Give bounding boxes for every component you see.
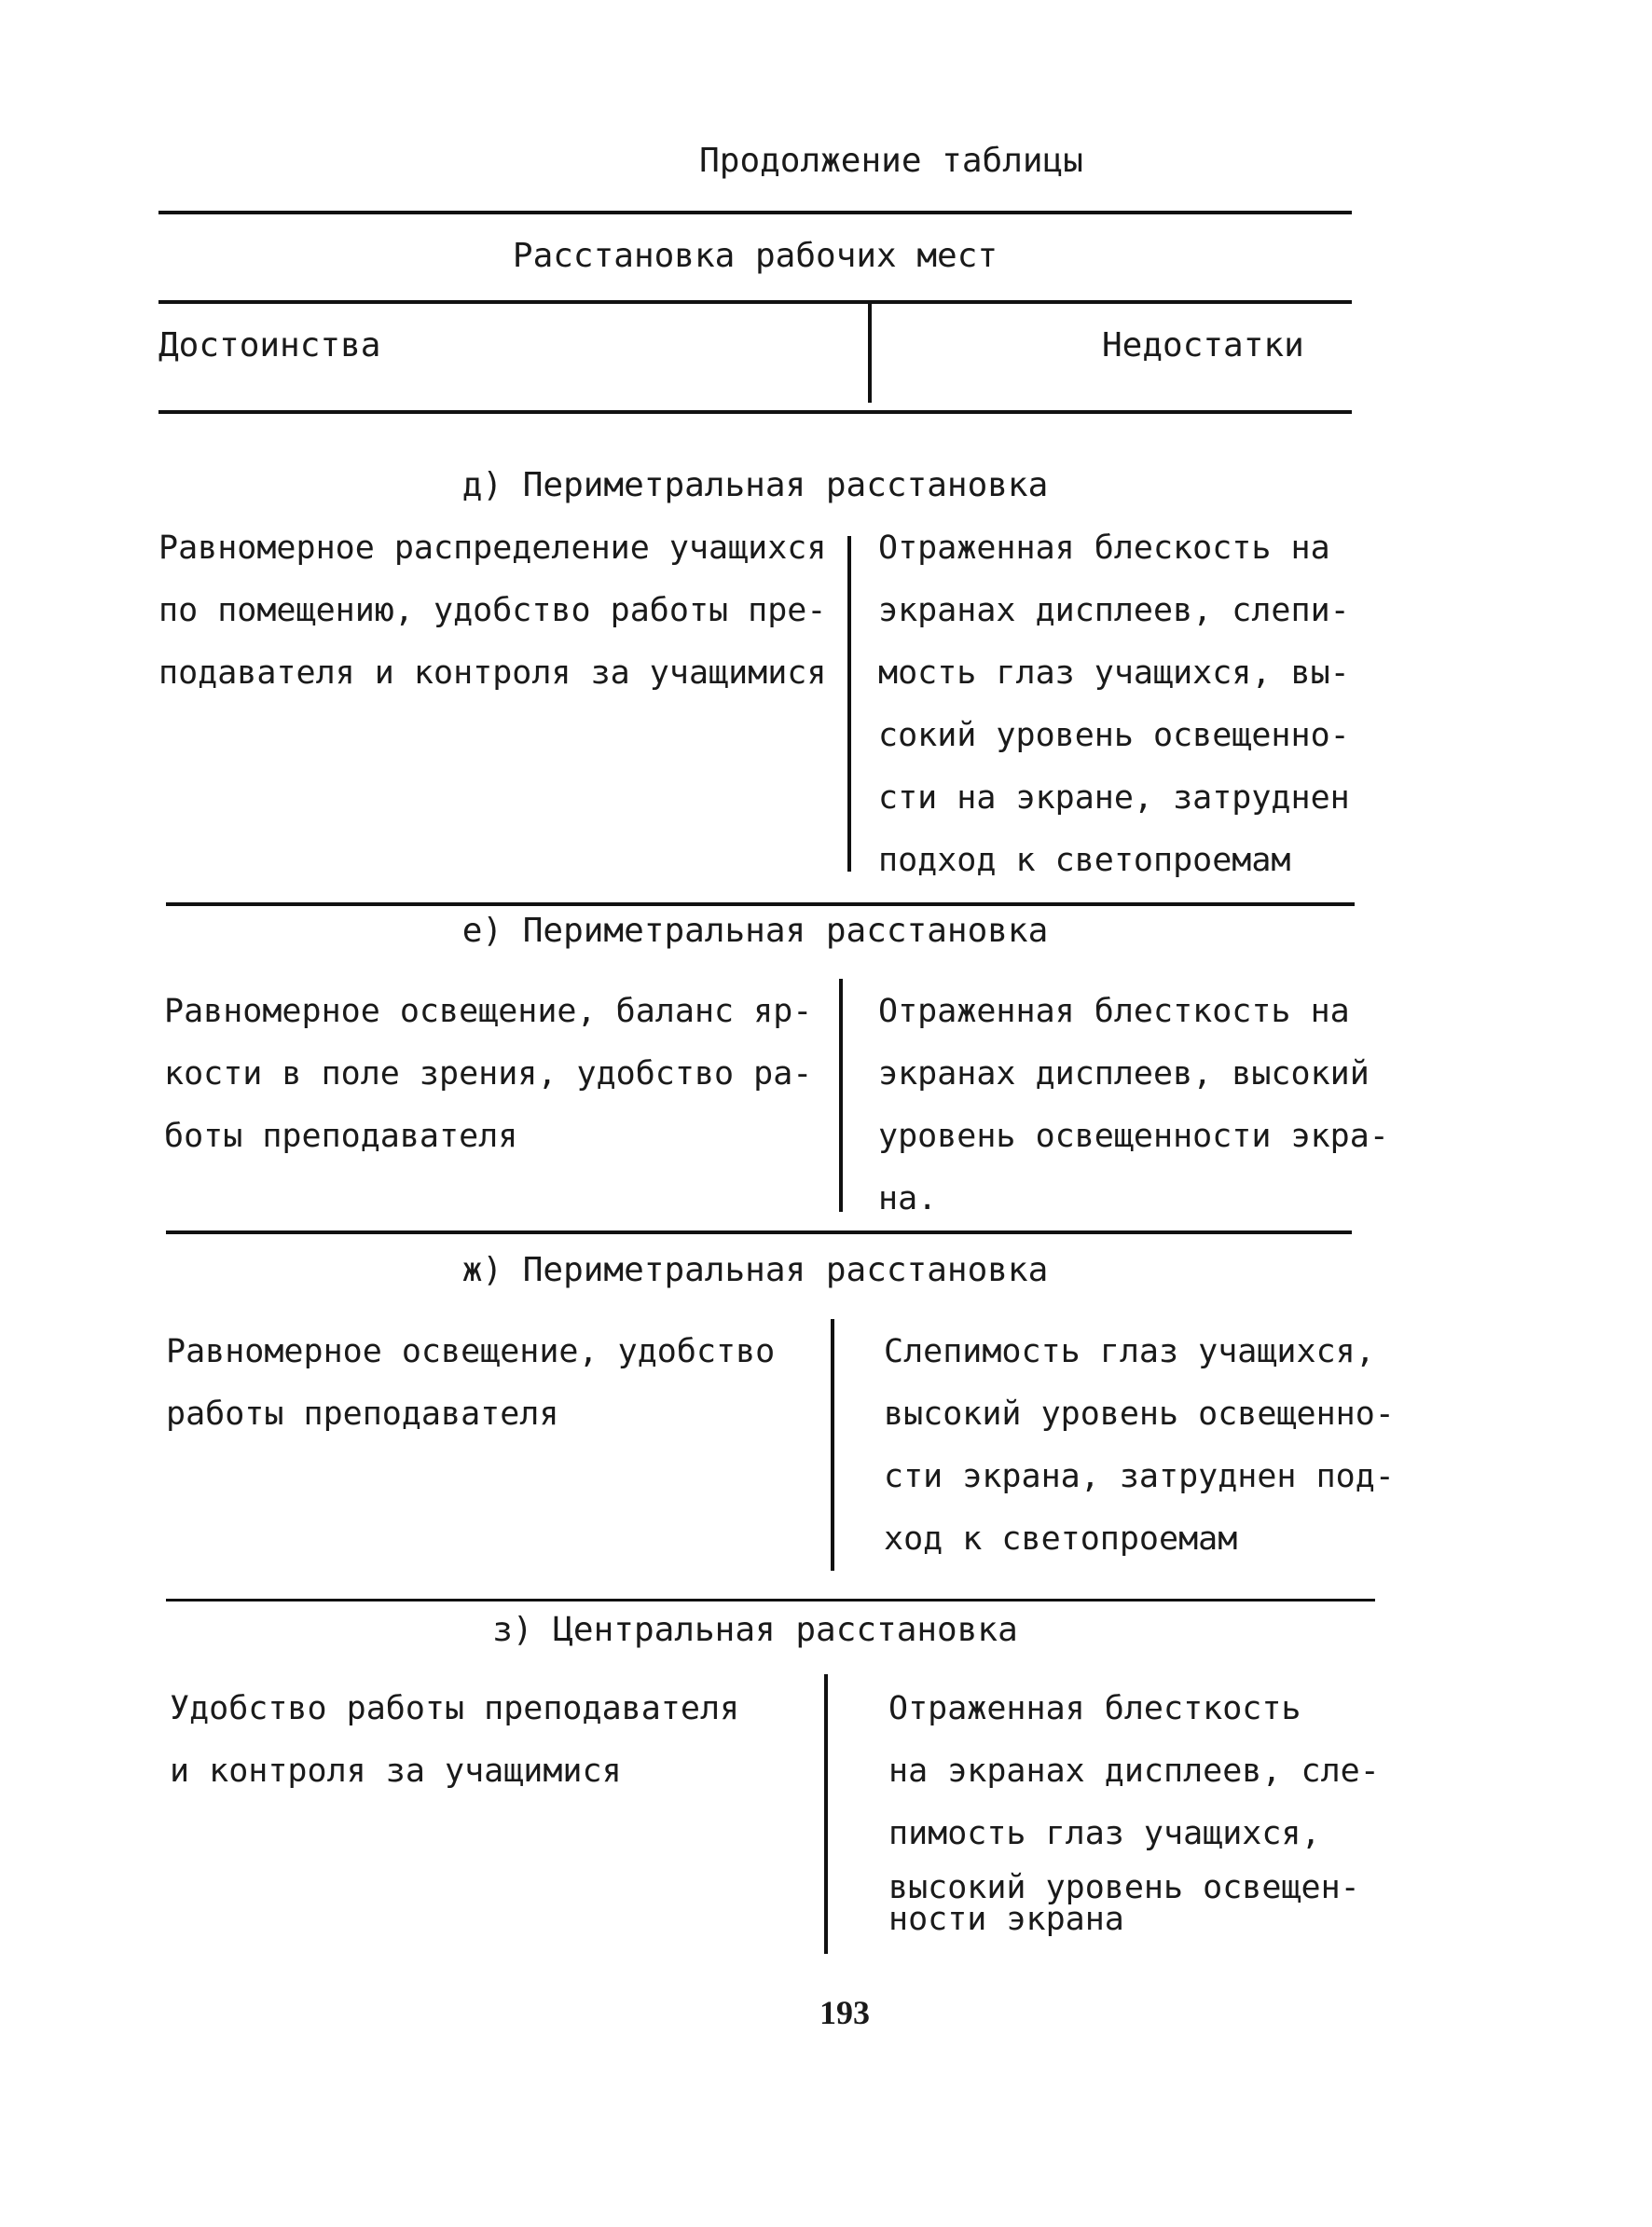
disadvantages-line: экранах дисплеев, слепи-: [878, 592, 1350, 629]
disadvantages-line: Слепимость глаз учащихся,: [884, 1333, 1375, 1370]
disadvantages-line: подход к светопроемам: [878, 842, 1291, 879]
header-column-separator: [868, 304, 872, 403]
column-header-advantages: Достоинства: [158, 326, 381, 364]
disadvantages-line: высокий уровень освещен-: [888, 1869, 1360, 1906]
disadvantages-line: сти на экране, затруднен: [878, 779, 1350, 817]
disadvantages-line: ход к светопроемам: [884, 1520, 1238, 1558]
column-header-disadvantages: Недостатки: [1102, 326, 1304, 364]
advantages-line: и контроля за учащимися: [170, 1753, 622, 1790]
section-disadvantages: [884, 1321, 1395, 1571]
section-column-separator: [824, 1674, 828, 1954]
disadvantages-line: ности экрана: [888, 1901, 1124, 1938]
advantages-line: Удобство работы преподавателя: [170, 1690, 740, 1727]
section-disadvantages: [878, 981, 1389, 1230]
advantages-line: Равномерное распределение учащихся: [158, 529, 827, 567]
advantages-line: Равномерное освещение, удобство: [166, 1333, 776, 1370]
section-divider-rule: [166, 1599, 1375, 1602]
advantages-line: по помещению, удобство работы пре-: [158, 592, 827, 629]
header-divider-rule: [158, 300, 1352, 304]
disadvantages-line: экранах дисплеев, высокий: [878, 1055, 1370, 1093]
header-bottom-rule: [158, 410, 1352, 414]
section-disadvantages: [878, 517, 1350, 892]
disadvantages-line: на.: [878, 1180, 938, 1217]
section-column-separator: [839, 979, 843, 1212]
section-column-separator: [847, 536, 851, 872]
disadvantages-line: Отраженная блесткость: [888, 1690, 1301, 1727]
disadvantages-line: Отраженная блескость на: [878, 529, 1330, 567]
advantages-line: кости в поле зрения, удобство ра-: [164, 1055, 813, 1093]
section-divider-rule: [166, 902, 1355, 906]
advantages-line: боты преподавателя: [164, 1118, 518, 1155]
disadvantages-line: на экранах дисплеев, сле-: [888, 1753, 1380, 1790]
section-title: е) Периметральная расстановка: [461, 912, 1049, 950]
advantages-line: работы преподавателя: [166, 1395, 559, 1433]
page-number: 193: [819, 1994, 870, 2031]
table-top-rule: [158, 211, 1352, 214]
disadvantages-line: пимость глаз учащихся,: [888, 1815, 1321, 1852]
section-title: ж) Периметральная расстановка: [461, 1251, 1049, 1289]
section-title: з) Центральная расстановка: [492, 1611, 1018, 1649]
advantages-line: Равномерное освещение, баланс яр-: [164, 993, 813, 1030]
section-disadvantages: [888, 1678, 1380, 1938]
section-advantages: [158, 517, 826, 705]
disadvantages-line: сокий уровень освещенно-: [878, 717, 1350, 754]
section-title: д) Периметральная расстановка: [461, 466, 1049, 504]
section-divider-rule: [166, 1230, 1352, 1234]
section-column-separator: [831, 1319, 834, 1571]
continuation-title: Продолжение таблицы: [699, 142, 1083, 180]
section-advantages: [170, 1678, 739, 1803]
table-title: Расстановка рабочих мест: [512, 237, 998, 275]
advantages-line: подавателя и контроля за учащимися: [158, 654, 827, 692]
section-advantages: [164, 981, 812, 1168]
section-advantages: [166, 1321, 775, 1446]
disadvantages-line: уровень освещенности экра-: [878, 1118, 1389, 1155]
disadvantages-line: мость глаз учащихся, вы-: [878, 654, 1350, 692]
disadvantages-line: Отраженная блесткость на: [878, 993, 1350, 1030]
disadvantages-line: высокий уровень освещенно-: [884, 1395, 1395, 1433]
disadvantages-line: сти экрана, затруднен под-: [884, 1458, 1395, 1495]
